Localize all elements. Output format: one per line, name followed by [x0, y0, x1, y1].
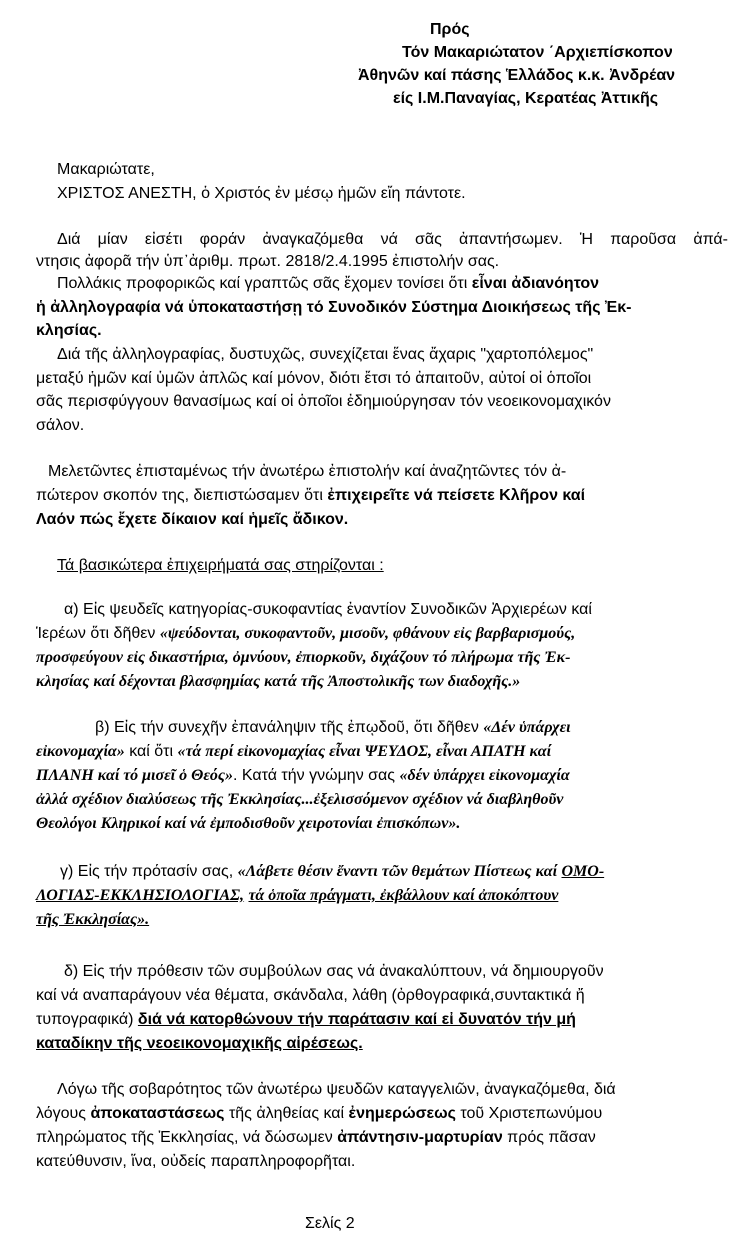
p1-line-2: ντησις ἀφορᾶ τήν ὑπ᾽ἀριθμ. πρωτ. 2818/2.4.1995 ἐπιστολήν σας.: [36, 253, 500, 270]
item-c-line-3: τῆς Ἐκκλησίας».: [36, 911, 150, 928]
p3-line-3: σᾶς περισφύγγουν θανασίμως καί οἱ ὁποῖοι ἐδημιούργησαν τόν νεοεικονομαχικόν: [36, 393, 611, 410]
page-number: Σελίς 2: [305, 1215, 355, 1232]
p4-line-2: πώτερον σκοπόν της, διεπιστώσαμεν ὅτι ἐπιχειρεῖτε νά πείσετε Κλῆρον καί: [36, 487, 586, 504]
item-b-line-1: β) Εἰς τήν συνεχῆν ἐπανάληψιν τῆς ἐπῳδοῦ, ὅτι δῆθεν «Δέν ὑπάρχει: [95, 719, 571, 736]
p1-line-1: Διά μίαν εἰσέτι φοράν ἀναγκαζόμεθα νά σᾶς ἀπαντήσωμεν. Ἡ παροῦσα ἀπά-: [57, 231, 728, 248]
p4-line-3: Λαόν πώς ἔχετε δίκαιον καί ἡμεῖς ἄδικον.: [36, 511, 349, 528]
item-d-line-4: καταδίκην τῆς νεοεικονομαχικῆς αἱρέσεως.: [36, 1035, 363, 1052]
item-a-line-2: Ἱερέων ὅτι δῆθεν «ψεύδονται, συκοφαντοῦν, μισοῦν, φθάνουν εἰς βαρβαρισμούς,: [36, 625, 576, 642]
item-b-line-3: ΠΛΑΝΗ καί τό μισεῖ ὁ Θεός». Κατά τήν γνώμην σας «δέν ὑπάρχει εἰκονομαχία: [36, 767, 570, 784]
item-b-line-5: Θεολόγοι Κληρικοί καί νά ἐμποδισθοῦν χειροτονίαι ἐπισκόπων».: [36, 815, 461, 832]
item-c-line-1: γ) Εἰς τήν πρότασίν σας, «Λάβετε θέσιν ἔναντι τῶν θεμάτων Πίστεως καί ΟΜΟ-: [60, 863, 605, 880]
p3-line-1: Διά τῆς ἀλληλογραφίας, δυστυχῶς, συνεχίζεται ἕνας ἄχαρις "χαρτοπόλεμος": [57, 346, 594, 363]
address-line-3: είς Ι.Μ.Παναγίας, Κερατέας Ἀττικῆς: [393, 90, 659, 107]
p2-line-2: ἡ ἀλληλογραφία νά ὑποκαταστήσῃ τό Συνοδικόν Σύστημα Διοικήσεως τῆς Ἐκ-: [36, 299, 632, 316]
p4-line-1: Μελετῶντες ἐπισταμένως τήν ἀνωτέρω ἐπιστολήν καί ἀναζητῶντες τόν ἀ-: [48, 463, 567, 480]
item-d-line-2: καί νά αναπαράγουν νέα θέματα, σκάνδαλα, λάθη (ὀρθογραφικά,συντακτικά ἤ: [36, 987, 585, 1004]
item-d-line-1: δ) Εἰς τήν πρόθεσιν τῶν συμβούλων σας νά ἀνακαλύπτουν, νά δημιουργοῦν: [64, 963, 604, 980]
item-a-line-3: προσφεύγουν εἰς δικαστήρια, ὀμνύουν, ἐπιορκοῦν, διχάζουν τό πλήρωμα τῆς Ἐκ-: [36, 649, 571, 666]
address-line-1: Τόν Μακαριώτατον ΄Αρχιεπίσκοπον: [402, 44, 673, 61]
p3-line-4: σάλον.: [36, 417, 85, 434]
p2-line-3: κλησίας.: [36, 322, 102, 339]
item-d-line-3: τυπογραφικά) διά νά κατορθώνουν τήν παράτασιν καί εἰ δυνατόν τήν μή: [36, 1011, 576, 1028]
section-heading: Τά βασικώτερα ἐπιχειρήματά σας στηρίζονται :: [57, 557, 384, 574]
p5-line-4: κατεύθυνσιν, ἵνα, οὐδείς παραπληροφορῆται.: [36, 1153, 356, 1170]
p5-line-2: λόγους ἀποκαταστάσεως τῆς ἀληθείας καί ἐνημερώσεως τοῦ Χριστεπωνύμου: [36, 1105, 603, 1122]
item-b-line-2: εἰκονομαχία» καί ὅτι «τά περί εἰκονομαχίας εἶναι ΨΕΥΔΟΣ, εἶναι ΑΠΑΤΗ καί: [36, 743, 552, 760]
address-line-2: Ἀθηνῶν καί πάσης Ἑλλάδος κ.κ. Ἀνδρέαν: [358, 67, 676, 84]
greeting: ΧΡΙΣΤΟΣ ΑΝΕΣΤΗ, ὁ Χριστός ἐν μέσῳ ἡμῶν εἴη πάντοτε.: [57, 185, 466, 202]
address-to: Πρός: [430, 21, 470, 38]
item-a-line-1: α) Εἰς ψευδεῖς κατηγορίας-συκοφαντίας ἐναντίον Συνοδικῶν Ἀρχιερέων καί: [64, 601, 592, 618]
p2-line-1: Πολλάκις προφορικῶς καί γραπτῶς σᾶς ἔχομεν τονίσει ὅτι εἶναι ἀδιανόητον: [57, 275, 600, 292]
p3-line-2: μεταξύ ἡμῶν καί ὑμῶν ἁπλῶς καί μόνον, διότι ἔτσι τό ἀπαιτοῦν, αὐτοί οἱ ὁποῖοι: [36, 370, 592, 387]
item-c-line-2: ΛΟΓΙΑΣ-ΕΚΚΛΗΣΙΟΛΟΓΙΑΣ, τά ὁποῖα πράγματι, ἐκβάλλουν καί ἀποκόπτουν: [36, 887, 559, 904]
item-b-line-4: ἀλλά σχέδιον διαλύσεως τῆς Ἐκκλησίας...ἐξελισσόμενον σχέδιον νά διαβληθοῦν: [36, 791, 564, 808]
p5-line-3: πληρώματος τῆς Ἐκκλησίας, νά δώσωμεν ἀπάντησιν-μαρτυρίαν πρός πᾶσαν: [36, 1129, 596, 1146]
p5-line-1: Λόγω τῆς σοβαρότητος τῶν ἀνωτέρω ψευδῶν καταγγελιῶν, ἀναγκαζόμεθα, διά: [57, 1081, 616, 1098]
salutation: Μακαριώτατε,: [57, 161, 155, 178]
item-a-line-4: κλησίας καί δέχονται βλασφημίας κατά τῆς Ἀποστολικῆς των διαδοχῆς.»: [36, 673, 521, 690]
